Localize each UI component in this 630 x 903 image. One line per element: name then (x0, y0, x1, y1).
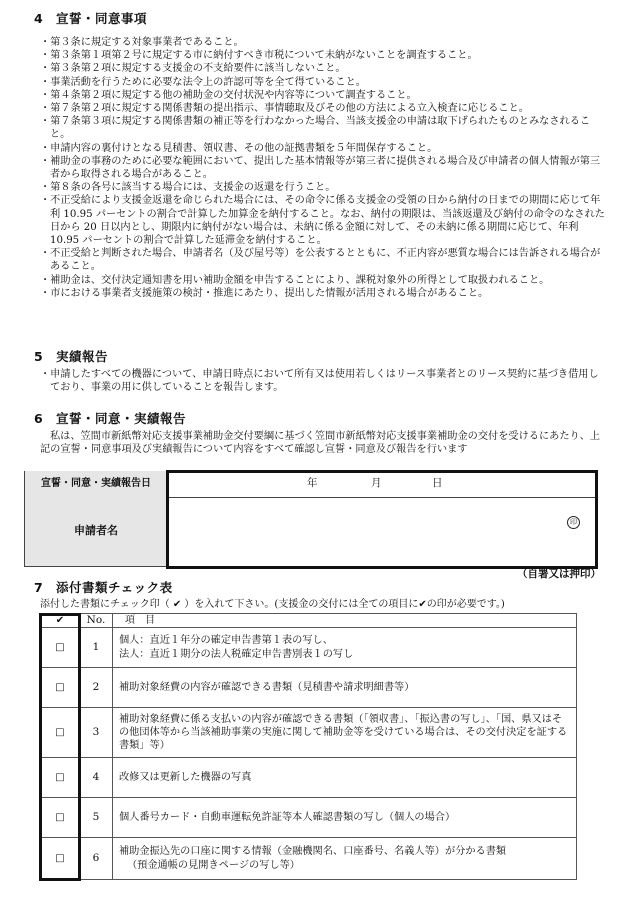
row-number: 2 (80, 668, 113, 708)
section4-item: ・第３条第１項第２号に規定する市に納付すべき市税について未納がないことを調査すること。 (40, 50, 478, 62)
table-row (41, 628, 577, 668)
section5-heading (34, 350, 108, 363)
date-month: 月 (371, 477, 382, 489)
table-row (41, 798, 577, 838)
section5-title: 実績報告 (56, 349, 109, 364)
checkbox-4[interactable]: □ (55, 771, 65, 783)
table-row (41, 838, 577, 880)
section4-item: ・補助金の事務のために必要な範囲において、提出した基本情報等が第三者に提供される場合及び申請者の個人情報が第三者から取得される場合があること。 (40, 155, 601, 181)
section6-text: 私は、笠間市新紙幣対応支援事業補助金交付要綱に基づく笠間市新紙幣対応支援事業補助金の交付を受けるにあたり、上記の宣誓・同意事項及び実績報告について内容をすべて確認し宣誓・同意及び報告を行います (40, 431, 601, 456)
section7-number: 7 (34, 580, 44, 595)
checkbox-1[interactable]: □ (55, 641, 65, 653)
section4-heading (34, 12, 147, 25)
date-label: 宣誓・同意・実績報告日 (24, 471, 167, 496)
section4-list (40, 36, 608, 300)
section4-item: ・第３条第２項に規定する支援金の不支給要件に該当しないこと。 (40, 63, 346, 75)
row-number: 1 (80, 628, 113, 668)
row-number: 6 (80, 838, 113, 880)
checkbox-3[interactable]: □ (55, 726, 65, 738)
section7-title: 添付書類チェック表 (56, 580, 173, 595)
row-number: 5 (80, 798, 113, 838)
section4-item: ・市における事業者支援施策の検討・推進にあたり、提出した情報が活用される場合があること。 (40, 287, 489, 299)
section6-body (40, 430, 608, 456)
attachment-checklist (40, 613, 577, 880)
row-text: 改修又は更新した機器の写真 (119, 771, 252, 783)
sign-note: （自署又は押印） (517, 568, 601, 580)
header-no: No. (80, 614, 113, 628)
applicant-name-field[interactable] (184, 505, 554, 550)
section7-heading (34, 581, 173, 594)
date-day: 日 (432, 477, 443, 489)
section5-body (40, 368, 608, 394)
row-text: 補助金振込先の口座に関する情報（金融機関名、口座番号、名義人等）が分かる書類 (119, 846, 507, 858)
section4-title: 宣誓・同意事項 (56, 11, 148, 26)
section6-heading (34, 412, 186, 425)
header-check: ✔ (41, 614, 80, 628)
seal-mark: 印 (567, 516, 580, 529)
section4-item: ・不正受給と判断された場合、申請者名（及び屋号等）を公表するとともに、不正内容が悪質な場合には告訴される場合があること。 (40, 248, 601, 273)
table-row (41, 708, 577, 758)
row-text: 個人番号カード・自動車運転免許証等本人確認書類の写し（個人の場合） (119, 811, 456, 823)
checkbox-5[interactable]: □ (55, 811, 65, 823)
section4-item: ・第８条の各号に該当する場合には、支援金の返還を行うこと。 (40, 182, 336, 194)
row-number: 4 (80, 758, 113, 798)
checkbox-6[interactable]: □ (55, 852, 65, 864)
row-number: 3 (80, 708, 113, 758)
section4-item: ・不正受給により支援金返還を命じられた場合には、その命令に係る支援金の受領の日から納付の日までの期間に応じて年利 10.95 パーセントの割合で計算した加算金を納付すること。なお、納付の期限は、当該返還及び納付の命令のなされた日から 20 日以内とし、期限内に納付がない場合は、未納に係る金額に対して、その未納に係る期間に応じて、年利 10.95 パーセントの割合で計算した延滞金を納付すること。 (40, 195, 605, 247)
checkbox-2[interactable]: □ (55, 681, 65, 693)
section4-item: ・事業活動を行うために必要な法令上の許認可等を全て得ていること。 (40, 76, 366, 88)
section4-item: ・補助金は、交付決定通知書を用い補助金額を申告することにより、課税対象外の所得として取扱われること。 (40, 274, 550, 286)
table-header-row (41, 614, 577, 628)
row-text: 補助対象経費の内容が確認できる書類（見積書や請求明細書等） (119, 681, 415, 693)
date-year: 年 (307, 477, 318, 489)
table-row (41, 668, 577, 708)
row-text: 補助対象経費に係る支払いの内容が確認できる書類（「領収書」、「振込書の写し」、「国、県又はその他団体等から当該補助事業の実施に関して補助金等を受けている場合は、その交付決定を証する書類」等） (119, 713, 568, 752)
confirmation-box (24, 471, 596, 566)
section4-item: ・第４条第２項に規定する他の補助金の交付状況や内容等について調査すること。 (40, 89, 417, 101)
section4-item: ・第７条第３項に規定する関係書類の補正等を行わなかった場合、当該支援金の申請は取下げられたものとみなされること。 (40, 116, 591, 141)
section6-number: 6 (34, 411, 44, 426)
section7-instruction: 添付した書類にチェック印（ ✔ ）を入れて下さい。(支援金の交付には全ての項目に✔の印が必要です。) (40, 599, 505, 610)
applicant-label: 申請者名 (24, 496, 167, 567)
row-text: （預金通帳の見開きページの写し等） (127, 859, 300, 871)
section4-item: ・第３条に規定する対象事業者であること。 (40, 37, 244, 48)
section4-item: ・申請内容の裏付けとなる見積書、領収書、その他の証拠書類を５年間保存すること。 (40, 142, 438, 154)
row-text: 個人：直近１年分の確定申告書第１表の写し、 (119, 635, 333, 647)
row-text: 法人：直近１期分の法人税確定申告書別表１の写し (119, 648, 354, 660)
section5-number: 5 (34, 349, 44, 364)
section6-title: 宣誓・同意・実績報告 (56, 411, 187, 426)
table-row (41, 758, 577, 798)
section4-number: 4 (34, 11, 44, 26)
section5-text: ・申請したすべての機器について、申請日時点において所有又は使用若しくはリース事業者とのリース契約に基づき借用しており、事業の用に供していることを報告します。 (40, 369, 599, 394)
header-item: 項 目 (113, 614, 577, 628)
section4-item: ・第７条第２項に規定する関係書類の提出指示、事情聴取及びその他の方法による立入検査に応じること。 (40, 103, 529, 115)
